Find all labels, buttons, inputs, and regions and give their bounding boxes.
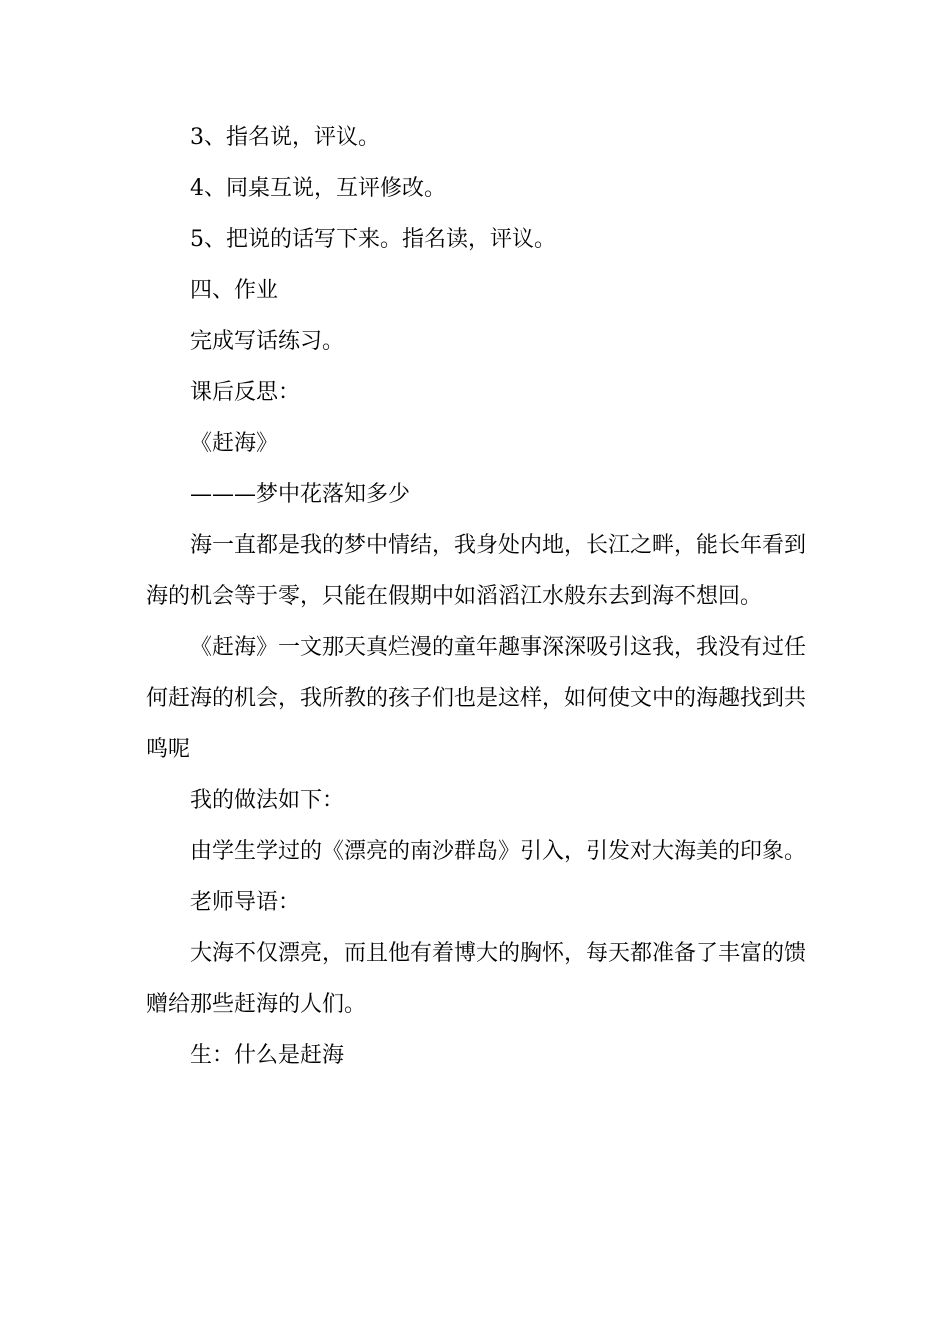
document-body — [146, 112, 806, 1081]
paragraph-teacher-intro: 老师导语： — [190, 890, 301, 915]
paragraph-step-5: 5、把说的话写下来。指名读，评议。 — [190, 227, 556, 252]
paragraph-step-4: 4、同桌互说，互评修改。 — [190, 176, 446, 201]
paragraph-step-3: 3、指名说，评议。 — [190, 125, 380, 150]
reflection-subtitle: ———梦中花落知多少 — [190, 482, 411, 507]
paragraph-teacher-speech: 大海不仅漂亮，而且他有着博大的胸怀，每天都准备了丰富的馈赠给那些赶海的人们。 — [146, 941, 807, 1017]
reflection-title: 《赶海》 — [190, 431, 279, 456]
paragraph-reflection-1: 海一直都是我的梦中情结，我身处内地，长江之畔，能长年看到海的机会等于零，只能在假期中如滔滔江水般东去到海不想回。 — [146, 533, 807, 609]
paragraph-method-intro: 我的做法如下： — [190, 788, 345, 813]
section-heading-homework: 四、作业 — [190, 278, 279, 303]
paragraph-student-question: 生：什么是赶海 — [190, 1043, 345, 1068]
paragraph-reflection-2: 《赶海》一文那天真烂漫的童年趣事深深吸引这我，我没有过任何赶海的机会，我所教的孩子们也是这样，如何使文中的海趣找到共鸣呢 — [146, 635, 807, 762]
paragraph-method-1: 由学生学过的《漂亮的南沙群岛》引入，引发对大海美的印象。 — [190, 839, 807, 864]
section-heading-reflection: 课后反思： — [190, 380, 301, 405]
paragraph-homework: 完成写话练习。 — [190, 329, 345, 354]
